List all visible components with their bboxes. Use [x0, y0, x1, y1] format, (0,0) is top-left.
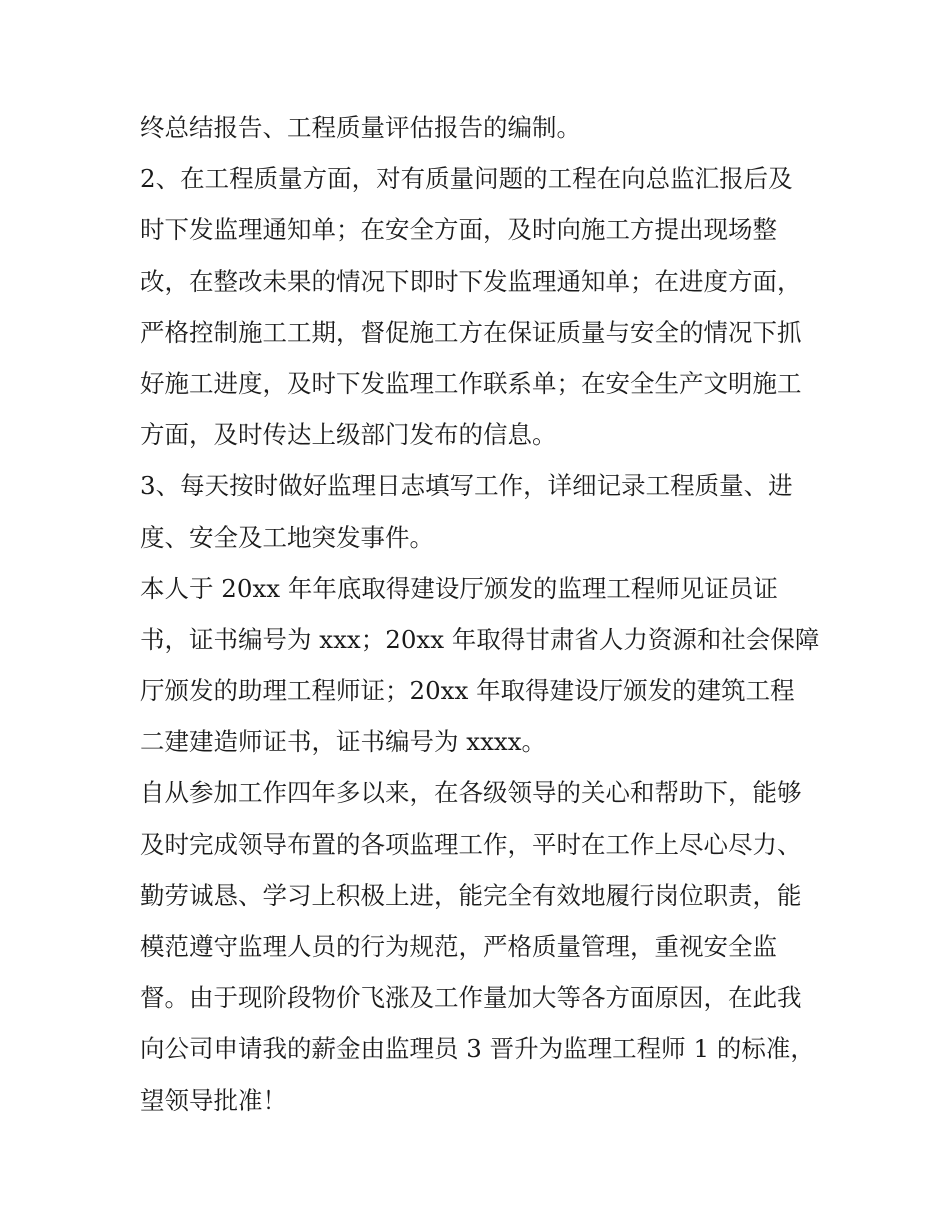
text-line-3: 时下发监理通知单；在安全方面，及时向施工方提出现场整 — [140, 215, 777, 245]
text-line-14: 自从参加工作四年多以来，在各级领导的关心和帮助下，能够 — [140, 778, 802, 808]
text-line-6: 好施工进度，及时下发监理工作联系单；在安全生产文明施工 — [140, 368, 802, 398]
text-line-17: 模范遵守监理人员的行为规范，严格质量管理，重视安全监 — [140, 932, 777, 961]
text-line-16: 勤劳诚恳、学习上积极上进，能完全有效地履行岗位职责，能 — [140, 880, 802, 910]
text-line-15: 及时完成领导布置的各项监理工作，平时在工作上尽心尽力、 — [140, 829, 802, 859]
text-line-20: 望领导批准！ — [140, 1085, 287, 1115]
text-line-5: 严格控制施工工期，督促施工方在保证质量与安全的情况下抓 — [140, 317, 802, 347]
text-line-9: 度、安全及工地突发事件。 — [140, 522, 434, 552]
text-line-18: 督。由于现阶段物价飞涨及工作量加大等各方面原因，在此我 — [140, 983, 802, 1013]
text-line-7: 方面，及时传达上级部门发布的信息。 — [140, 420, 557, 450]
text-line-13: 二建建造师证书，证书编号为 xxxx。 — [140, 727, 547, 757]
text-line-1: 终总结报告、工程质量评估报告的编制。 — [140, 113, 581, 142]
document-body — [140, 102, 820, 1126]
text-line-4: 改，在整改未果的情况下即时下发监理通知单；在进度方面， — [140, 266, 802, 296]
text-line-10: 本人于 20xx 年年底取得建设厅颁发的监理工程师见证员证 — [140, 573, 778, 603]
text-line-11: 书，证书编号为 xxx；20xx 年取得甘肃省人力资源和社会保障 — [140, 624, 820, 654]
text-line-8: 3、每天按时做好监理日志填写工作，详细记录工程质量、进 — [140, 471, 793, 501]
text-line-12: 厅颁发的助理工程师证；20xx 年取得建设厅颁发的建筑工程 — [140, 676, 795, 706]
text-line-2: 2、在工程质量方面，对有质量问题的工程在向总监汇报后及 — [140, 164, 793, 194]
text-line-19: 向公司申请我的薪金由监理员 3 晋升为监理工程师 1 的标准， — [140, 1034, 815, 1064]
